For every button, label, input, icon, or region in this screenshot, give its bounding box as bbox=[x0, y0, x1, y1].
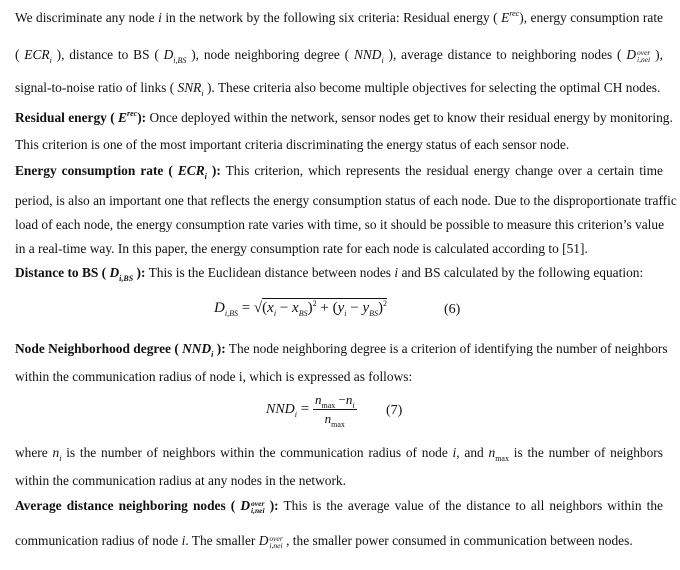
nnd-heading: Node Neighborhood degree ( $NND_i$ ): bbox=[15, 341, 226, 359]
residual-energy-heading: Residual energy ( $E^{rec}$): bbox=[15, 109, 147, 125]
intro-line-2: ( $ECR_i$ ), distance to BS ( $D_{i,BS}$ ), node neighboring degree ( $NND_i$ ), average distance to neighboring nodes ( Dover i,nei ), bbox=[15, 47, 663, 65]
ecr-line-3: load of each node, the energy consumption rate varies with time, so it should be possible to measure this criterion’s value bbox=[15, 217, 665, 232]
residual-energy-line-2: This criterion is one of the most important criteria discriminating the energy status of each sensor node. bbox=[15, 137, 570, 152]
nnd-line-4: within the communication radius at any nodes in the network. bbox=[15, 473, 346, 488]
distance-heading: Distance to BS ( $D_{i,BS}$ ): bbox=[15, 265, 146, 283]
nnd-line-1: Node Neighborhood degree ( $NND_i$ ): The node neighboring degree is a criterion of identifying the number of neighbors bbox=[15, 341, 668, 359]
ecr-heading: Energy consumption rate ( $ECR_i$ ): bbox=[15, 163, 221, 181]
residual-energy-line-1: Residual energy ( $E^{rec}$): Once deployed within the network, sensor nodes get to know their residual energy by monitoring. bbox=[15, 109, 673, 125]
equation-6: $D_{i,BS} = √(x_i - x_{BS})^2 + (y_i - y_{BS})^2$ bbox=[214, 299, 387, 318]
intro-line-3: signal-to-noise ratio of links ( $SNR_i$ ). These criteria also become multiple objectives for selecting the optimal CH nodes. bbox=[15, 80, 661, 98]
avg-line-2: communication radius of node i. The smaller Dover i,nei , the smaller power consumed in communication between nodes. bbox=[15, 533, 633, 550]
ecr-line-1: Energy consumption rate ( $ECR_i$ ): This criterion, which represents the residual energy change over a certain time bbox=[15, 163, 663, 181]
ecr-line-4: in a real-time way. In this paper, the energy consumption rate for each node is calculated according to [51]. bbox=[15, 241, 588, 256]
distance-line-1: Distance to BS ( $D_{i,BS}$ ): This is the Euclidean distance between nodes i and BS calculated by the following equation: bbox=[15, 265, 644, 283]
equation-7-fraction: $\frac{n_{max} -n_i}{n_{max}}$ bbox=[315, 392, 355, 429]
avg-line-1: Average distance neighboring nodes ( Dover i,nei ): This is the average value of the distance to all neighbors within the bbox=[15, 498, 663, 515]
nnd-line-2: within the communication radius of node i, which is expressed as follows: bbox=[15, 369, 413, 384]
avg-heading: Average distance neighboring nodes ( Dover i,nei ): bbox=[15, 498, 279, 515]
intro-line-1: We discriminate any node i in the network by the following six criteria: Residual energy ( $E^{rec}$), energy consumption rate bbox=[15, 9, 663, 25]
equation-7: $NND_i$ = $\frac{n_{max} -n_i}{n_{max}}$ bbox=[266, 392, 355, 429]
ecr-line-2: period, is also an important one that reflects the energy consumption status of each node. Due to the disproportionate traffic bbox=[15, 193, 677, 208]
nnd-where-line: where $n_i$ is the number of neighbors within the communication radius of node i, and $n_{max}$ is the number of neighbors bbox=[15, 445, 663, 463]
equation-6-number: (6) bbox=[444, 302, 461, 317]
equation-7-number: (7) bbox=[386, 403, 403, 418]
